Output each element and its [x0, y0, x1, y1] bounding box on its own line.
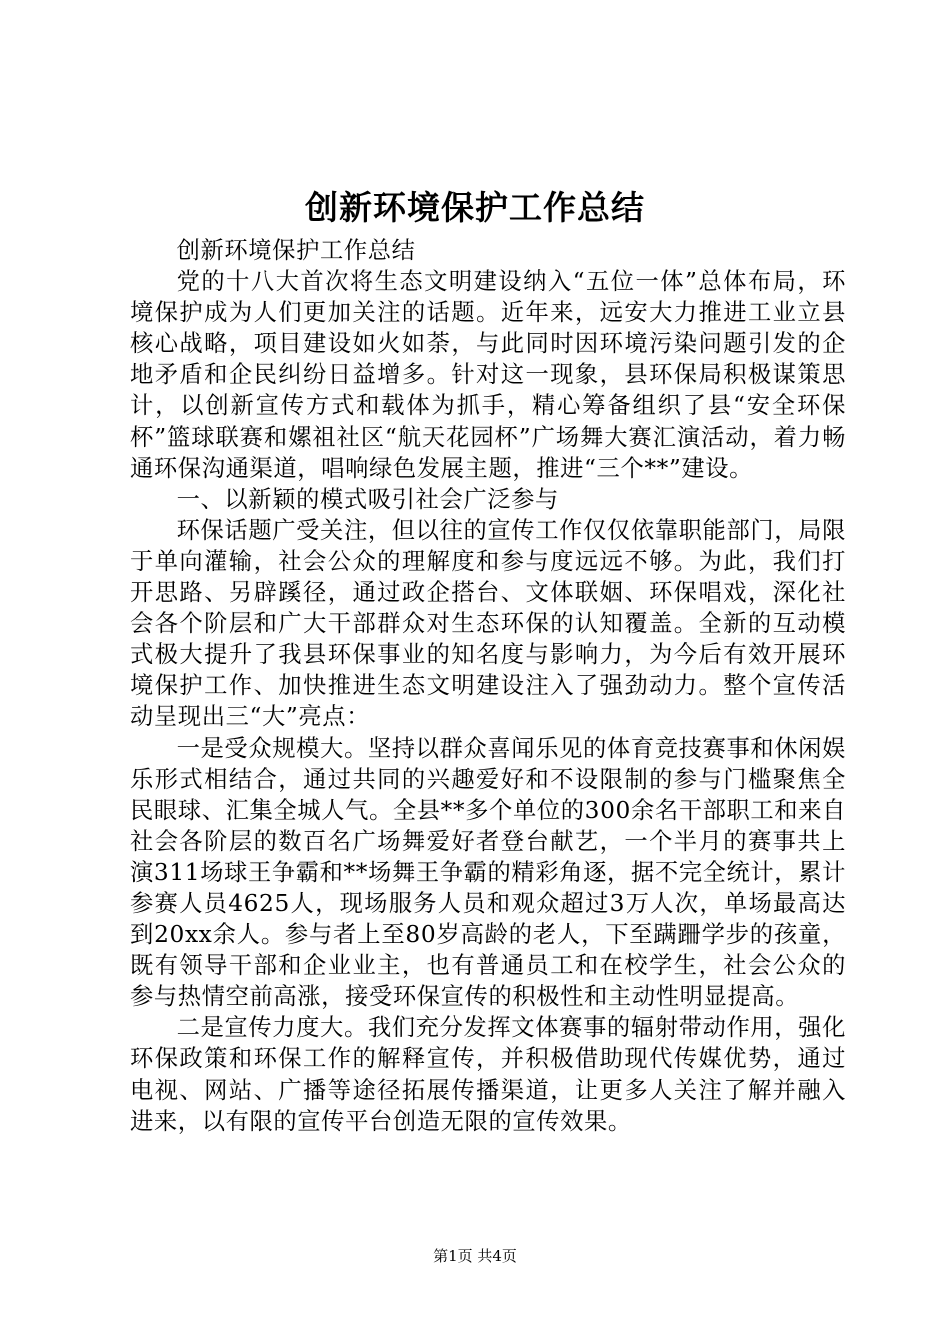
document-title: 创新环境保护工作总结	[305, 188, 645, 227]
paragraph-section-1: 环保话题广受关注，但以往的宣传工作仅仅依靠职能部门，局限于单向灌输，社会公众的理解度和参与度远远不够。为此，我们打开思路、另辟蹊径，通过政企搭台、文体联姻、环保唱戏，深化社会各个阶层和广大干部群众对生态环保的认知覆盖。全新的互动模式极大提升了我县环保事业的知名度与影响力，为今后有效开展环境保护工作、加快推进生态文明建设注入了强劲动力。整个宣传活动呈现出三“大”亮点：	[130, 516, 846, 731]
page-number-footer: 第1页 共4页	[433, 1247, 517, 1265]
document-body	[130, 235, 846, 1137]
section-heading-1: 一、以新颖的模式吸引社会广泛参与	[176, 485, 559, 513]
paragraph-subtitle: 创新环境保护工作总结	[176, 237, 416, 264]
paragraph-intro: 党的十八大首次将生态文明建设纳入“五位一体”总体布局，环境保护成为人们更加关注的话题。近年来，远安大力推进工业立县核心战略，项目建设如火如荼，与此同时因环境污染问题引发的企地矛盾和企民纠纷日益增多。针对这一现象，县环保局积极谋策思计，以创新宣传方式和载体为抓手，精心筹备组织了县“安全环保杯”篮球联赛和嫘祖社区“航天花园杯”广场舞大赛汇演活动，着力畅通环保沟通渠道，唱响绿色发展主题，推进“三个**”建设。	[130, 268, 846, 482]
paragraph-point-2: 二是宣传力度大。我们充分发挥文体赛事的辐射带动作用，强化环保政策和环保工作的解释宣传，并积极借助现代传媒优势，通过电视、网站、广播等途径拓展传播渠道，让更多人关注了解并融入进来，以有限的宣传平台创造无限的宣传效果。	[130, 1014, 846, 1135]
paragraph-point-1: 一是受众规模大。坚持以群众喜闻乐见的体育竞技赛事和休闲娱乐形式相结合，通过共同的兴趣爱好和不设限制的参与门槛聚焦全民眼球、汇集全城人气。全县**多个单位的300余名干部职工和来自社会各阶层的数百名广场舞爱好者登台献艺，一个半月的赛事共上演311场球王争霸和**场舞王争霸的精彩角逐，据不完全统计，累计参赛人员4625人，现场服务人员和观众超过3万人次，单场最高达到20xx余人。参与者上至80岁高龄的老人，下至蹒跚学步的孩童，既有领导干部和企业业主，也有普通员工和在校学生，社会公众的参与热情空前高涨，接受环保宣传的积极性和主动性明显提高。	[130, 734, 846, 1011]
